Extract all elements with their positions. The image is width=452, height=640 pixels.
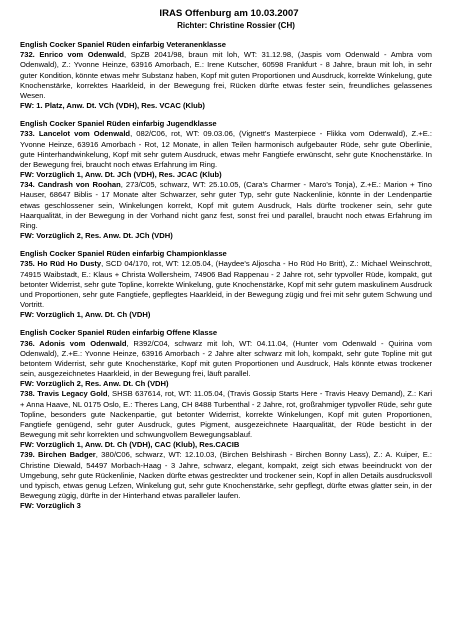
section-jugendklasse <box>20 119 432 180</box>
dog-entry <box>20 180 432 231</box>
dog-entry <box>20 450 432 501</box>
section-veteranenklasse <box>20 40 432 111</box>
section-championklasse <box>20 249 432 320</box>
class-title: English Cocker Spaniel Rüden einfarbig Championklasse <box>20 249 227 259</box>
entry-head: 733. Lancelot vom Odenwald <box>20 129 131 139</box>
entry-head: 736. Adonis vom Odenwald <box>20 338 127 348</box>
class-title: English Cocker Spaniel Rüden einfarbig Offene Klasse <box>20 328 218 338</box>
dog-entry <box>20 50 432 101</box>
entry-head: 734. Candrash von Roohan <box>20 180 121 190</box>
entry-text: , 082/C06, rot, WT: 09.03.06, (Vignett's Masterpiece - Flikka vom Odenwald), Z.+E.: Yvonne Heinze, 63916 Amorbach - Rot, 12 Monate, in allen Teilen harmonisch aufgebauter Rüde, sehr gute Oberlinie, gute Hinterhandwinkelung, Kopf mit sehr gutem Ausdruck, etwas mehr Fangtiefe erwünscht, sehr gute Knochenstärke. In der Bewegung frei, braucht noch etwas Erfahrung im Ring. <box>20 129 432 169</box>
entry-text: , 380/C06, schwarz, WT: 12.10.03, (Birchen Belshirash - Birchen Bonny Lass), Z.: A. Kuiper, E.: Christine Diewald, 54497 Morbach-Haag - 3 Jahre, schwarz, elegant, kompakt, zeigt sich etwas beeindruckt von der Umgebung, sehr gute Rückenlinie, Nacken dürfte etwas gestreckter und trockener sein, Kopf in allen Details ausdrucksvoll und typisch, etwas genug Lefzen, Winkelung gut, sehr gute Knochenstärke, sehr gepflegt, dürfte etwas glatter sein, in der Bewegung zügig, dürfte in der Hinterhand etwas paralleler laufen. <box>20 450 432 501</box>
document-page <box>20 8 432 511</box>
entry-result: FW: Vorzüglich 1, Anw. Dt. Ch (VDH), CAC (Klub), Res.CACIB <box>20 440 240 450</box>
section-jugendklasse-cont <box>20 180 432 241</box>
dog-entry <box>20 389 432 440</box>
entry-result: FW: Vorzüglich 1, Anw. Dt. Ch (VDH) <box>20 310 151 320</box>
entry-result: FW: Vorzüglich 2, Res. Anw. Dt. Ch (VDH) <box>20 379 169 389</box>
entry-text: , 273/C05, schwarz, WT: 25.10.05, (Cara's Charmer - Maro's Tonja), Z.+E.: Marion + Tino Hauser, 68647 Biblis - 17 Monate alter Schwarzer, sehr guter Typ, sehr gute Nackenlinie, könnte in der Lendenpartie etwas geschlossener sein, Winkelungen korrekt, Kopf mit gutem Ausdruck, Hals dürfte trockener sein, sehr gute Haarqualität, in der Bewegung in der Vorhand nicht ganz fest, sonst frei und parallel, braucht noch etwas Erfahrung im Ring. <box>20 180 433 230</box>
entry-result: FW: Vorzüglich 1, Anw. Dt. JCh (VDH), Res. JCAC (Klub) <box>20 170 222 180</box>
entry-text: , R392/C04, schwarz mit loh, WT: 04.11.04, (Hunter vom Odenwald - Quirina vom Odenwald), Z.+E.: Yvonne Heinze, 63916 Amorbach - 2 Jahre alter schwarz mit loh, kompakt, sehr gute Topline mit gut betontem Widerrist, sehr gute Knochenstärke, Kopf mit guten Proportionen und Ausdruck, Hals könnte etwas trockener sein, ausgezeichnetes Haarkleid, in der Bewegung frei, läuft parallel. <box>20 338 432 379</box>
dog-entry <box>20 259 432 310</box>
entry-text: , SpZB 2041/98, braun mit loh, WT: 31.12.98, (Jaspis vom Odenwald - Ambra vom Odenwald), Z.: Yvonne Heinze, 63916 Amorbach, E.: Irene Kutscher, 60598 Frankfurt - 8 Jahre, braun mit loh, in sehr guter Kondition, könnte etwas mehr Substanz haben, Kopf mit guten Proportionen und Ausdruck, korrekte Winkelung, gute Knochenstärke, korrektes Haarkleid, in der Bewegung frei, Rücken dürfte etwas fester sein, freundliches gelassenes Wesen. <box>20 50 432 100</box>
dog-entry <box>20 339 432 380</box>
entry-head: 732. Enrico vom Odenwald <box>20 50 125 60</box>
entry-head: 739. Birchen Badger <box>20 450 96 460</box>
entry-result: FW: Vorzüglich 3 <box>20 501 81 511</box>
entry-result: FW: Vorzüglich 2, Res. Anw. Dt. JCh (VDH) <box>20 231 173 240</box>
page-title: IRAS Offenburg am 10.03.2007 <box>159 8 299 19</box>
dog-entry <box>20 129 432 170</box>
entry-text: , SCD 04/170, rot, WT: 12.05.04, (Haydee's Aljoscha - Ho Rüd Ho Britt), Z.: Michael Weinschrott, 74915 Waibstadt, E.: Klaus + Christa Wollersheim, 74906 Bad Rappenau - 2 Jahre rot, sehr typvoller Rüde, kompakt, gut betonter Widerrist, sehr gute Topline, korrekte Winkelung, gute Knochenstärke, Kopf mit sehr gutem maskulinem Ausdruck und Proportionen, sehr gute Fangtiefe, gepflegtes Haarkleid, in der Bewegung zügig und frei mit sehr gutem Schwung und Vortritt. <box>20 259 433 310</box>
entry-head: 735. Ho Rüd Ho Dusty <box>20 259 102 269</box>
entry-result: FW: 1. Platz, Anw. Dt. VCh (VDH), Res. VCAC (Klub) <box>20 100 205 110</box>
section-offene-klasse-cont-1 <box>20 389 432 450</box>
class-title: English Cocker Spaniel Rüden einfarbig Veteranenklasse <box>20 40 226 49</box>
entry-head: 738. Travis Legacy Gold <box>20 389 108 399</box>
section-offene-klasse-cont-2 <box>20 450 432 511</box>
section-offene-klasse <box>20 328 432 389</box>
judge-line: Richter: Christine Rossier (CH) <box>177 21 295 30</box>
entry-text: , SHSB 637614, rot, WT: 11.05.04, (Travis Gossip Starts Here - Travis Heavy Demand), Z.: Kari + Anna Haave, NL 0175 Oslo, E.: Theres Lang, CH 8488 Turbenthal - 2 Jahre, rot, großrahmiger typvoller Rüde, sehr gute Topline, besonders gute Nackenpartie, gut betonter Widerrist, korrekte Winkelungen, Kopf mit guten Proportionen, Fangtiefe genügend, sehr guter Ausdruck, gutes Pigment, ausgezeichnete Haarqualität, der Rüde besticht in der Bewegung mit sehr korrekten und schwungvollem Bewegungsablauf. <box>20 389 433 440</box>
class-title: English Cocker Spaniel Rüden einfarbig Jugendklasse <box>20 119 217 129</box>
